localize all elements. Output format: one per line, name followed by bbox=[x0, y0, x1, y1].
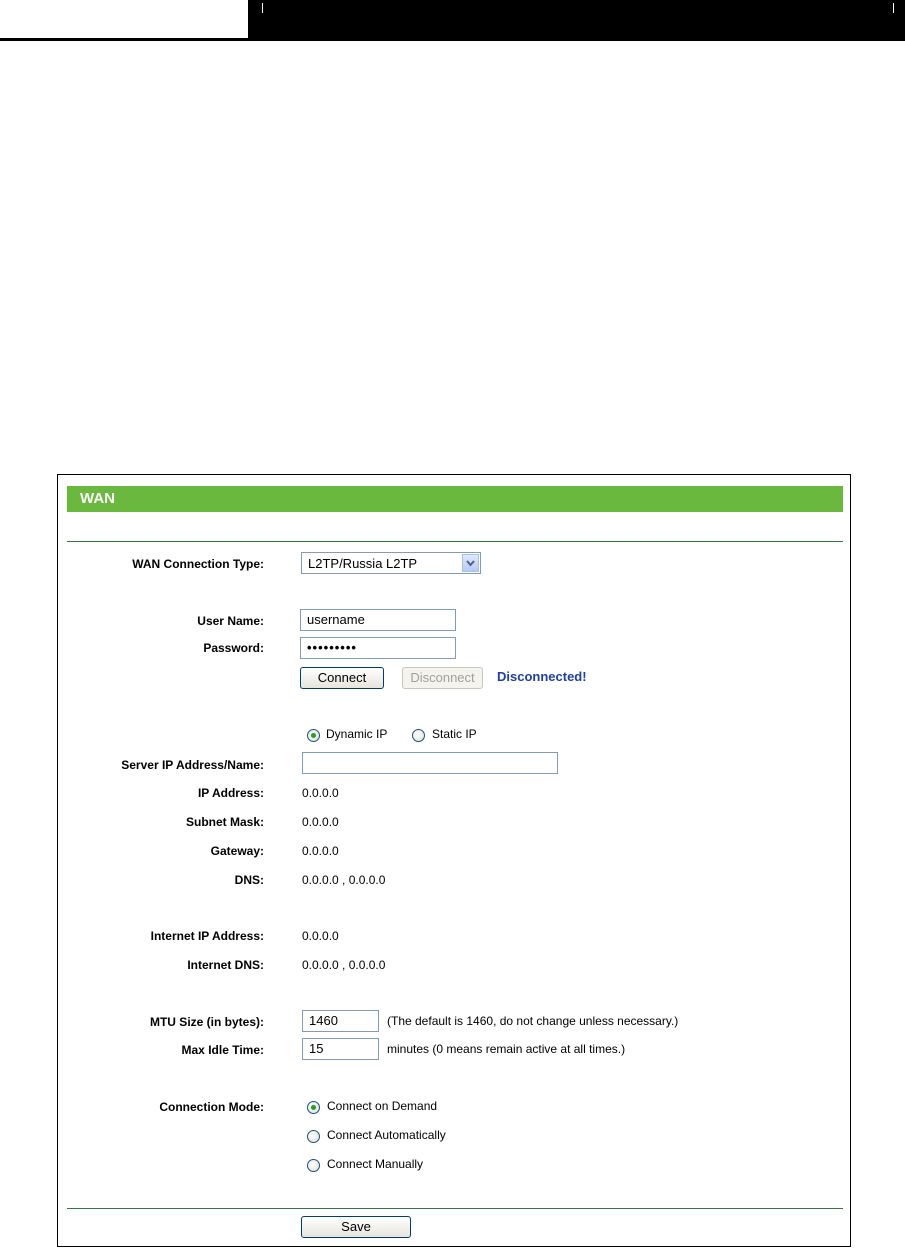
mtu-hint: (The default is 1460, do not change unless necessary.) bbox=[387, 1014, 679, 1028]
ip-address-value: 0.0.0.0 bbox=[302, 786, 339, 800]
internet-dns-label: Internet DNS: bbox=[187, 958, 264, 972]
subnet-mask-value: 0.0.0.0 bbox=[302, 815, 339, 829]
header-rule bbox=[0, 38, 905, 41]
connect-button[interactable]: Connect bbox=[300, 667, 384, 689]
connect-automatically-label: Connect Automatically bbox=[327, 1128, 446, 1142]
page-header-bar bbox=[248, 0, 905, 38]
connect-on-demand-label: Connect on Demand bbox=[327, 1099, 438, 1113]
mtu-input[interactable]: 1460 bbox=[302, 1010, 379, 1032]
subnet-mask-label: Subnet Mask: bbox=[185, 815, 264, 829]
ip-address-label: IP Address: bbox=[197, 786, 264, 800]
idle-time-hint: minutes (0 means remain active at all times.) bbox=[387, 1042, 626, 1056]
connect-manually-label: Connect Manually bbox=[327, 1157, 424, 1171]
internet-ip-label: Internet IP Address: bbox=[150, 929, 264, 943]
connection-type-label: WAN Connection Type: bbox=[132, 557, 264, 571]
panel-title: WAN bbox=[80, 490, 115, 507]
wan-panel bbox=[57, 474, 851, 1247]
connection-mode-label: Connection Mode: bbox=[159, 1100, 264, 1114]
connect-on-demand-radio[interactable] bbox=[307, 1101, 320, 1114]
connect-automatically-radio[interactable] bbox=[307, 1130, 320, 1143]
gateway-label: Gateway: bbox=[210, 844, 264, 858]
idle-time-label: Max Idle Time: bbox=[181, 1043, 264, 1057]
static-ip-label: Static IP bbox=[432, 727, 477, 741]
internet-ip-value: 0.0.0.0 bbox=[302, 929, 339, 943]
header-mark-left bbox=[262, 3, 263, 13]
idle-time-input[interactable]: 15 bbox=[302, 1038, 379, 1060]
connection-type-value: L2TP/Russia L2TP bbox=[308, 556, 418, 571]
connection-status: Disconnected! bbox=[497, 669, 587, 684]
dynamic-ip-radio[interactable] bbox=[307, 729, 320, 742]
dns-label: DNS: bbox=[234, 873, 264, 887]
mtu-label: MTU Size (in bytes): bbox=[149, 1015, 264, 1029]
internet-dns-value: 0.0.0.0 , 0.0.0.0 bbox=[302, 958, 386, 972]
server-label: Server IP Address/Name: bbox=[121, 758, 264, 772]
gateway-value: 0.0.0.0 bbox=[302, 844, 339, 858]
bottom-divider bbox=[67, 1208, 843, 1209]
dynamic-ip-label: Dynamic IP bbox=[326, 727, 388, 741]
header-mark-right bbox=[893, 3, 894, 13]
chevron-down-icon[interactable] bbox=[462, 554, 479, 572]
user-name-label: User Name: bbox=[197, 614, 264, 628]
password-input[interactable]: ••••••••• bbox=[300, 637, 456, 659]
password-label: Password: bbox=[203, 641, 264, 655]
static-ip-radio[interactable] bbox=[412, 729, 425, 742]
disconnect-button[interactable]: Disconnect bbox=[402, 667, 483, 689]
connection-type-select[interactable] bbox=[301, 552, 481, 574]
dns-value: 0.0.0.0 , 0.0.0.0 bbox=[302, 873, 386, 887]
server-input[interactable] bbox=[302, 752, 558, 774]
user-name-input[interactable]: username bbox=[300, 609, 456, 631]
panel-title-bar bbox=[67, 486, 843, 512]
save-button[interactable]: Save bbox=[301, 1216, 411, 1238]
connect-manually-radio[interactable] bbox=[307, 1159, 320, 1172]
top-divider bbox=[67, 541, 843, 542]
